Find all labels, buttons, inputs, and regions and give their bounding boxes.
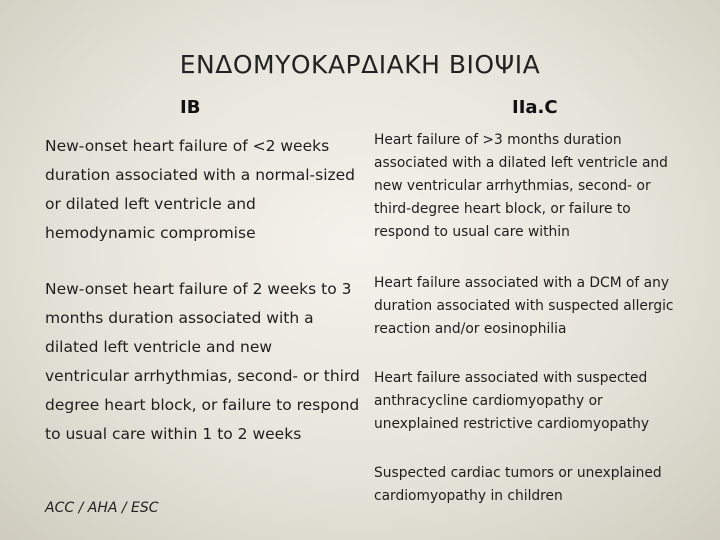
source-footer: ACC / AHA / ESC — [45, 500, 159, 516]
right-item-4: Suspected cardiac tumors or unexplained cardiomyopathy in children — [374, 465, 662, 504]
column-header-iiac: IIa.C — [512, 97, 558, 118]
right-item-1: Heart failure of >3 months duration associated with a dilated left ventricle and new ventricular arrhythmias, second- or third-degree heart block, or failure to respond to usual care within — [374, 132, 668, 240]
right-item-3: Heart failure associated with suspected anthracycline cardiomyopathy or unexplained restrictive cardiomyopathy — [374, 370, 650, 432]
slide-title: ΕΝΔΟΜΥΟΚΑΡΔΙΑΚΗ ΒΙΟΨΙΑ — [179, 50, 541, 79]
left-item-2: New-onset heart failure of 2 weeks to 3 months duration associated with a dilated left ventricle and new ventricular arrhythmias, second- or third degree heart block, or failure to respond to usual care within 1 to 2 weeks — [45, 280, 360, 443]
right-item-2: Heart failure associated with a DCM of any duration associated with suspected allergic reaction and/or eosinophilia — [374, 275, 674, 337]
column-header-ib: IB — [180, 97, 201, 118]
left-item-1: New-onset heart failure of <2 weeks duration associated with a normal-sized or dilated left ventricle and hemodynamic compromise — [45, 137, 356, 242]
